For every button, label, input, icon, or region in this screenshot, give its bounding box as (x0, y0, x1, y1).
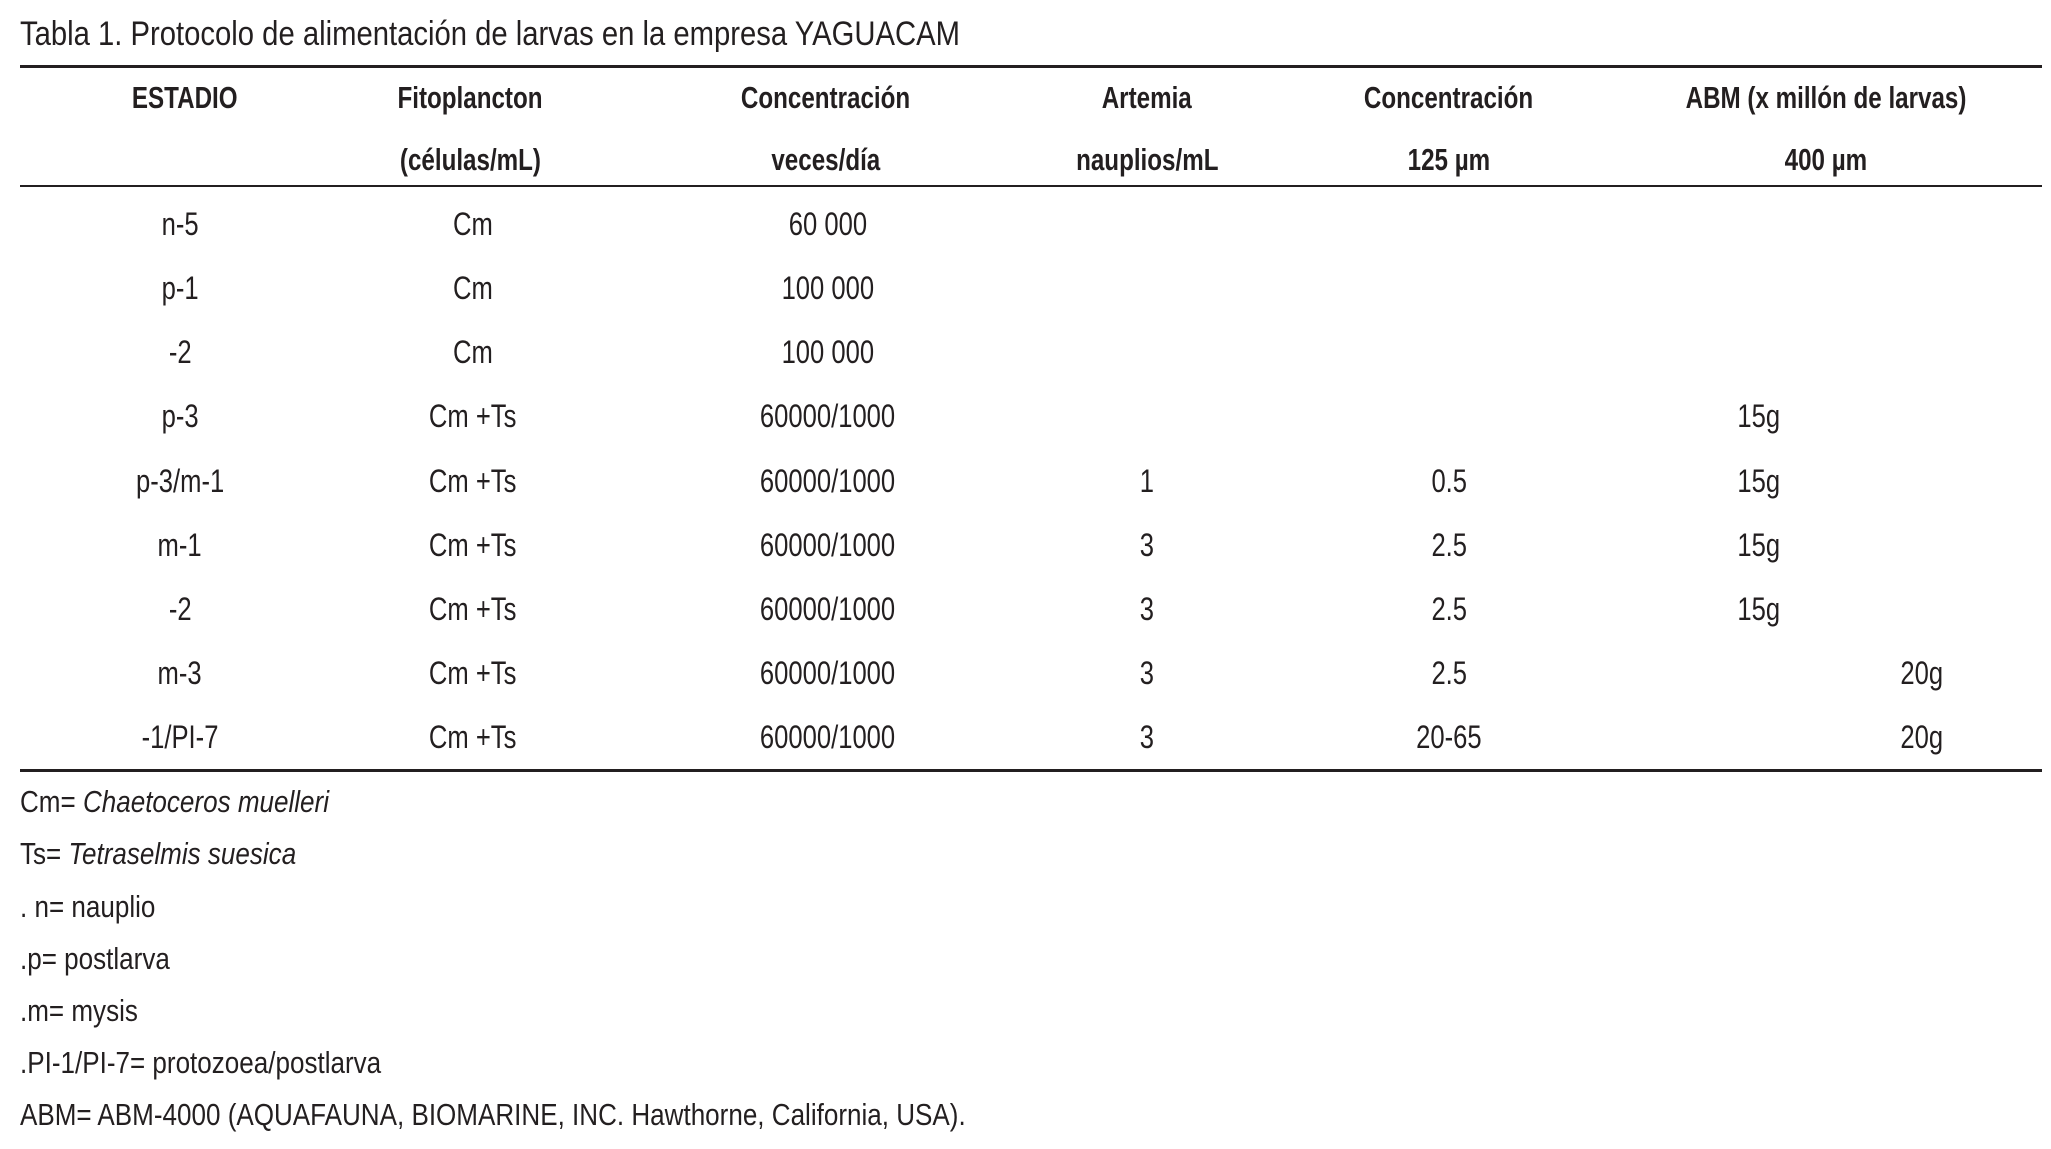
cell-artemia: 3 (1139, 591, 1155, 627)
cell-abm-20 (1722, 268, 2051, 308)
header-concentracion: Concentración (741, 80, 911, 115)
cell-artemia: 1 (1139, 463, 1155, 499)
cell-fitoplancton: Cm +Ts (429, 527, 517, 563)
cell-fitoplancton: Cm (453, 206, 493, 242)
cell-abm-15: 15g (1737, 463, 1781, 499)
species-name: Tetraselmis suesica (68, 836, 297, 871)
header-concentracion-125-unit: 125 µm (1407, 142, 1491, 177)
cell-artemia: 3 (1139, 719, 1155, 755)
cell-abm-20: 20g (1900, 719, 1944, 755)
cell-abm-20 (1722, 204, 2051, 244)
footnote-n: . n= nauplio (20, 889, 156, 924)
cell-fitoplancton: Cm +Ts (429, 719, 517, 755)
cell-estadio: p-3 (161, 398, 199, 434)
header-concentracion-unit: veces/día (771, 142, 881, 177)
cell-artemia: 3 (1139, 527, 1155, 563)
cell-abm-20 (1722, 525, 2051, 565)
cell-concentracion: 100 000 (781, 270, 875, 306)
cell-concentracion: 60000/1000 (760, 591, 896, 627)
cell-estadio: -1/PI-7 (141, 719, 219, 755)
cell-estadio: p-1 (161, 270, 199, 306)
cell-concentracion-125: 0.5 (1431, 463, 1467, 499)
cell-abm-20 (1722, 332, 2051, 372)
cell-estadio: m-3 (157, 655, 203, 691)
footnote-ts: Ts= Tetraselmis suesica (20, 836, 297, 871)
cell-concentracion: 60000/1000 (760, 527, 896, 563)
cell-abm-15: 15g (1737, 527, 1781, 563)
cell-fitoplancton: Cm +Ts (429, 398, 517, 434)
cell-concentracion: 60000/1000 (760, 398, 896, 434)
table-top-rule (20, 65, 2042, 68)
header-estadio: ESTADIO (132, 80, 238, 115)
cell-estadio: m-1 (157, 527, 203, 563)
cell-concentracion-125: 2.5 (1431, 655, 1467, 691)
cell-concentracion: 60000/1000 (760, 719, 896, 755)
cell-concentracion-125: 20-65 (1416, 719, 1482, 755)
cell-fitoplancton: Cm +Ts (429, 655, 517, 691)
cell-artemia: 3 (1139, 655, 1155, 691)
cell-fitoplancton: Cm +Ts (429, 463, 517, 499)
header-concentracion-125: Concentración (1364, 80, 1534, 115)
species-name: Chaetoceros muelleri (82, 784, 330, 819)
cell-concentracion: 60 000 (788, 206, 868, 242)
cell-abm-20 (1722, 396, 2051, 436)
cell-fitoplancton: Cm (453, 334, 493, 370)
cell-concentracion: 100 000 (781, 334, 875, 370)
header-abm-unit: 400 µm (1784, 142, 1868, 177)
footnote-abm: ABM= ABM-4000 (AQUAFAUNA, BIOMARINE, INC. Hawthorne, California, USA). (20, 1097, 966, 1132)
header-fitoplancton-unit: (células/mL) (399, 142, 541, 177)
header-fitoplancton: Fitoplancton (397, 80, 543, 115)
footnote-p: .p= postlarva (20, 941, 170, 976)
header-artemia: Artemia (1101, 80, 1193, 115)
table-header-rule (20, 185, 2042, 187)
cell-estadio: -2 (168, 334, 192, 370)
table-caption: Tabla 1. Protocolo de alimentación de larvas en la empresa YAGUACAM (20, 15, 960, 53)
cell-estadio: p-3/m-1 (135, 463, 225, 499)
cell-concentracion-125: 2.5 (1431, 591, 1467, 627)
header-artemia-unit: nauplios/mL (1075, 142, 1219, 177)
table-bottom-rule (20, 769, 2042, 772)
footnote-cm: Cm= Chaetoceros muelleri (20, 784, 330, 819)
footnote-pl: .PI-1/PI-7= protozoea/postlarva (20, 1045, 382, 1080)
cell-fitoplancton: Cm (453, 270, 493, 306)
cell-abm-20: 20g (1900, 655, 1944, 691)
cell-abm-15: 15g (1737, 398, 1781, 434)
footnote-m: .m= mysis (20, 993, 138, 1028)
cell-abm-20 (1722, 461, 2051, 501)
cell-concentracion: 60000/1000 (760, 463, 896, 499)
cell-concentracion: 60000/1000 (760, 655, 896, 691)
cell-abm-20 (1722, 589, 2051, 629)
cell-concentracion-125: 2.5 (1431, 527, 1467, 563)
cell-fitoplancton: Cm +Ts (429, 591, 517, 627)
cell-estadio: -2 (168, 591, 192, 627)
cell-estadio: n-5 (161, 206, 199, 242)
header-abm: ABM (x millón de larvas) (1685, 80, 1967, 115)
cell-abm-15: 15g (1737, 591, 1781, 627)
